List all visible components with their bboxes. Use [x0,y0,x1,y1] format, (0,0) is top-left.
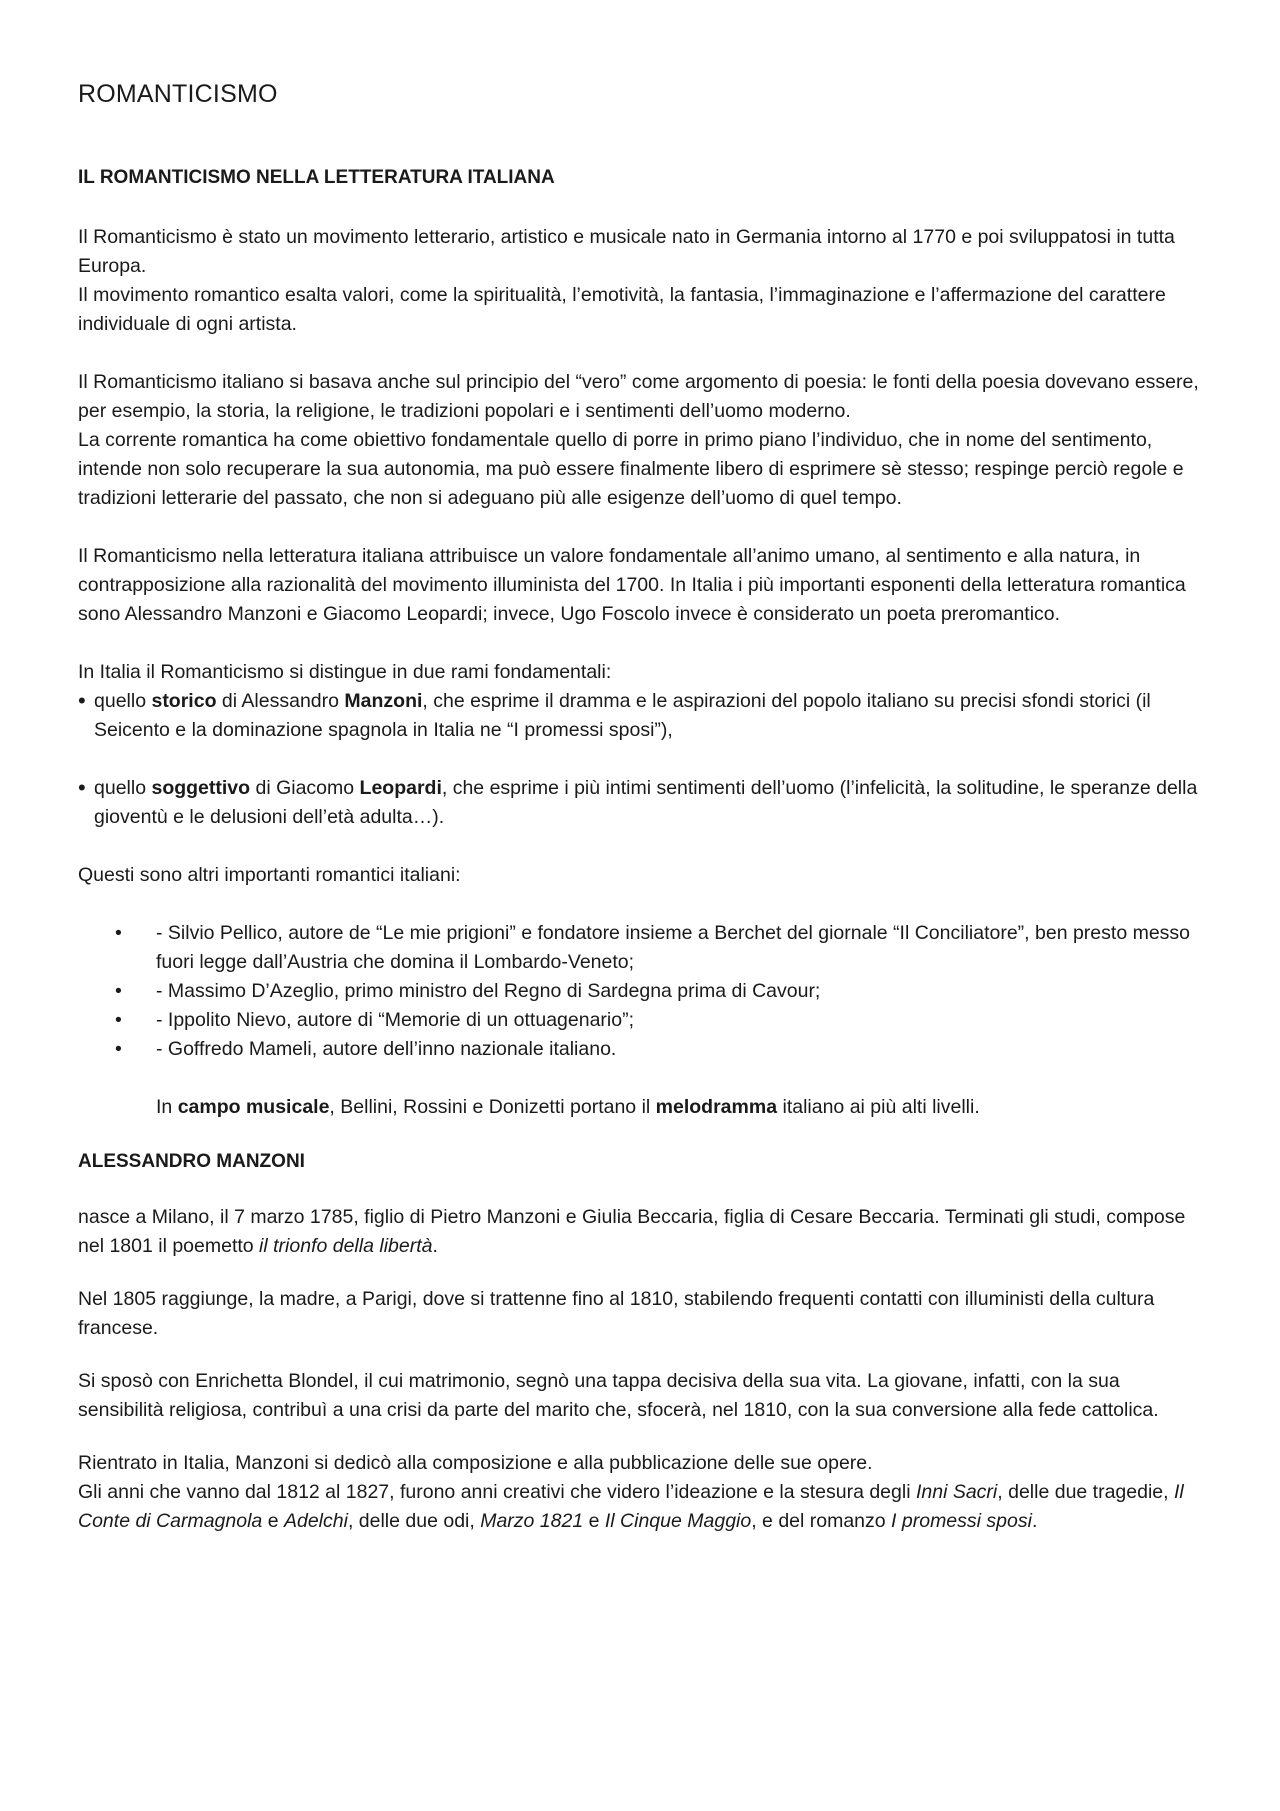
paragraph: Il Romanticismo nella letteratura italiana attribuisce un valore fondamentale all’animo umano, al sentimento e alla natura, in contrapposizione alla razionalità del movimento illuminista del 1700. In Italia i più importanti esponenti della letteratura romantica sono Alessandro Manzoni e Giacomo Leopardi; invece, Ugo Foscolo invece è considerato un poeta preromantico. [78,545,1186,625]
list-item: • - Goffredo Mameli, autore dell’inno nazionale italiano. [115,1035,1205,1064]
document-title: ROMANTICISMO [78,80,278,108]
bullet-dot-icon: • [78,688,86,713]
paragraph: In Italia il Romanticismo si distingue in due rami fondamentali: [78,661,612,683]
bullet-dot-icon: • [78,775,86,800]
list-item: • - Massimo D’Azeglio, primo ministro del Regno di Sardegna prima di Cavour; [115,977,1205,1006]
paragraph: Si sposò con Enrichetta Blondel, il cui matrimonio, segnò una tappa decisiva della sua vita. La giovane, infatti, con la sua sensibilità religiosa, contribuì a una crisi da parte del marito che, sfocerà, nel 1810, con la sua conversione alla fede cattolica. [78,1370,1159,1421]
section-heading-manzoni: ALESSANDRO MANZONI [78,1151,305,1172]
list-item: • - Ippolito Nievo, autore di “Memorie di un ottuagenario”; [115,1006,1205,1035]
paragraph: Nel 1805 raggiunge, la madre, a Parigi, dove si trattenne fino al 1810, stabilendo frequenti contatti con illuministi della cultura francese. [78,1288,1155,1339]
authors-list [78,919,1205,1064]
branch-item: • quello soggettivo di Giacomo Leopardi, che esprime i più intimi sentimenti dell’uomo (l’infelicità, la solitudine, le speranze della gioventù e le delusioni dell’età adulta…). [78,775,1198,828]
paragraph: Rientrato in Italia, Manzoni si dedicò alla composizione e alla pubblicazione delle sue opere. [78,1452,873,1474]
paragraph: Il Romanticismo è stato un movimento letterario, artistico e musicale nato in Germania intorno al 1770 e poi sviluppatosi in tutta Europa. [78,226,1175,277]
branch-item: • quello storico di Alessandro Manzoni, che esprime il dramma e le aspirazioni del popolo italiano su precisi sfondi storici (il Seicento e la dominazione spagnola in Italia ne “I promessi sposi”), [78,688,1151,741]
paragraph: La corrente romantica ha come obiettivo fondamentale quello di porre in primo piano l’individuo, che in nome del sentimento, intende non solo recuperare la sua autonomia, ma può essere finalmente libero di esprimere sè stesso; respinge perciò regole e tradizioni letterarie del passato, che non si adeguano più alle esigenze dell’uomo di quel tempo. [78,429,1184,509]
bullet-icon: • [115,1009,122,1031]
paragraph: Il Romanticismo italiano si basava anche sul principio del “vero” come argomento di poesia: le fonti della poesia dovevano essere, per esempio, la storia, la religione, le tradizioni popolari e i sentimenti dell’uomo moderno. [78,371,1199,422]
list-item: • - Silvio Pellico, autore de “Le mie prigioni” e fondatore insieme a Berchet del giornale “Il Conciliatore”, ben presto messo fuori legge dall’Austria che domina il Lombardo-Veneto; [115,919,1205,977]
bullet-icon: • [115,1038,122,1060]
paragraph: Gli anni che vanno dal 1812 al 1827, furono anni creativi che videro l’ideazione e la stesura degli Inni Sacri, delle due tragedie, Il Conte di Carmagnola e Adelchi, delle due odi, Marzo 1821 e Il Cinque Maggio, e del romanzo I promessi sposi. [78,1481,1184,1532]
bullet-icon: • [115,980,122,1002]
section-heading-romanticism: IL ROMANTICISMO NELLA LETTERATURA ITALIANA [78,167,555,188]
paragraph: Questi sono altri importanti romantici italiani: [78,864,461,886]
paragraph: nasce a Milano, il 7 marzo 1785, figlio di Pietro Manzoni e Giulia Beccaria, figlia di Cesare Beccaria. Terminati gli studi, compose nel 1801 il poemetto il trionfo della libertà. [78,1206,1186,1257]
paragraph-music: In campo musicale, Bellini, Rossini e Donizetti portano il melodramma italiano ai più alti livelli. [156,1096,980,1118]
bullet-icon: • [115,922,122,944]
paragraph: Il movimento romantico esalta valori, come la spiritualità, l’emotività, la fantasia, l’immaginazione e l’affermazione del carattere individuale di ogni artista. [78,284,1166,335]
